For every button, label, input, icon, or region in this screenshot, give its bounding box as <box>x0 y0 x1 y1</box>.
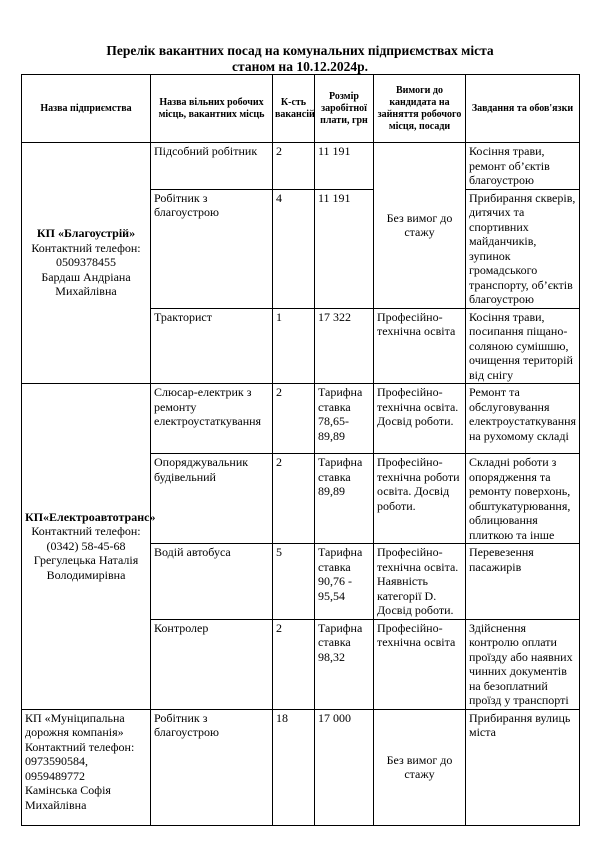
duties-cell: Прибирання скверів, дитячих та спортивних майданчиків, зупинок громадського транспорту, об’єктів благоустрою <box>466 189 580 308</box>
phone-label: Контактний телефон: <box>25 739 135 754</box>
header-requirements: Вимоги до кандидата на зайняття робочого місця, посади <box>374 75 466 143</box>
company-name: КП«Електроавтотранс» <box>25 509 156 524</box>
duties-cell: Прибирання вулиць міста <box>466 709 580 825</box>
count-cell: 4 <box>273 189 315 308</box>
contact-person: Бардаш Андріана Михайлівна <box>41 269 131 299</box>
position-cell: Робітник з благоустрою <box>151 709 273 825</box>
requirements-cell: Професійно-технічна освіта. Наявність категорії D. Досвід роботи. <box>374 544 466 620</box>
position-cell: Контролер <box>151 619 273 709</box>
company-phone: (0342) 58-45-68 <box>46 538 126 553</box>
header-company: Назва підприємства <box>22 75 151 143</box>
count-cell: 2 <box>273 454 315 544</box>
position-cell: Тракторист <box>151 308 273 384</box>
salary-cell: Тарифна ставка 78,65-89,89 <box>315 384 374 454</box>
header-duties: Завдання та обов'язки <box>466 75 580 143</box>
count-cell: 1 <box>273 308 315 384</box>
vacancies-table <box>21 74 580 826</box>
header-salary: Розмір заробітної плати, грн <box>315 75 374 143</box>
duties-cell: Здійснення контролю оплати проїзду або наявних чинних документів на безоплатний проїзд у транспорті <box>466 619 580 709</box>
contact-person: Грегулецька Наталія Володимирівна <box>33 553 139 582</box>
company-cell <box>22 709 151 825</box>
document-date: станом на 10.12.2024р. <box>232 59 368 74</box>
duties-cell: Складні роботи з опорядження та ремонту поверхонь, обштукатурювання, облицювання плиткою та інше <box>466 454 580 544</box>
requirements-cell: Професійно-технічна освіта <box>374 308 466 384</box>
position-cell: Робітник з благоустрою <box>151 189 273 308</box>
company-name: КП «Благоустрій» <box>36 226 136 241</box>
count-cell: 18 <box>273 709 315 825</box>
salary-cell: Тарифна ставка 89,89 <box>315 454 374 544</box>
salary-cell: 11 191 <box>315 143 374 190</box>
count-cell: 5 <box>273 544 315 620</box>
table-header-row <box>22 75 580 143</box>
duties-cell: Перевезення пасажирів <box>466 544 580 620</box>
count-cell: 2 <box>273 384 315 454</box>
header-position: Назва вільних робочих місць, вакантних місць <box>151 75 273 143</box>
table-row <box>22 384 580 454</box>
position-cell: Підсобний робітник <box>151 143 273 190</box>
contact-person: Камінська Софія Михайлівна <box>25 783 111 812</box>
table-row <box>22 143 580 190</box>
company-name: КП «Муніципальна дорожня компанія» <box>25 710 125 739</box>
count-cell: 2 <box>273 619 315 709</box>
table-row <box>22 709 580 825</box>
duties-cell: Ремонт та обслуговування електроустаткування на рухомому складі <box>466 384 580 454</box>
requirements-cell: Професійно-технічна роботи освіта. Досвід роботи. <box>374 454 466 544</box>
phone-label: Контактний телефон: <box>31 240 141 255</box>
requirements-cell: Без вимог до стажу <box>374 143 466 309</box>
duties-cell: Косіння трави, посипання піщано-соляною сумішшю, очищення територій від снігу <box>466 308 580 384</box>
position-cell: Водій автобуса <box>151 544 273 620</box>
salary-cell: 11 191 <box>315 189 374 308</box>
requirements-cell: Без вимог до стажу <box>374 709 466 825</box>
requirements-cell: Професійно-технічна освіта. Досвід роботи. <box>374 384 466 454</box>
company-cell <box>22 384 156 710</box>
position-cell: Опоряджувальник будівельний <box>151 454 273 544</box>
document-title: Перелік вакантних посад на комунальних підприємствах міста <box>106 43 494 58</box>
company-phone: 0973590584, 0959489772 <box>25 754 88 783</box>
position-cell: Слюсар-електрик з ремонту електроустаткування <box>151 384 273 454</box>
salary-cell: 17 322 <box>315 308 374 384</box>
company-cell <box>22 143 151 384</box>
duties-cell: Косіння трави, ремонт об’єктів благоустрою <box>466 143 580 190</box>
salary-cell: Тарифна ставка 90,76 - 95,54 <box>315 544 374 620</box>
requirements-cell: Професійно-технічна освіта <box>374 619 466 709</box>
company-phone: 0509378455 <box>56 255 116 270</box>
count-cell: 2 <box>273 143 315 190</box>
salary-cell: 17 000 <box>315 709 374 825</box>
phone-label: Контактний телефон: <box>31 524 141 538</box>
header-count: К-сть вакансій <box>273 75 315 143</box>
salary-cell: Тарифна ставка 98,32 <box>315 619 374 709</box>
